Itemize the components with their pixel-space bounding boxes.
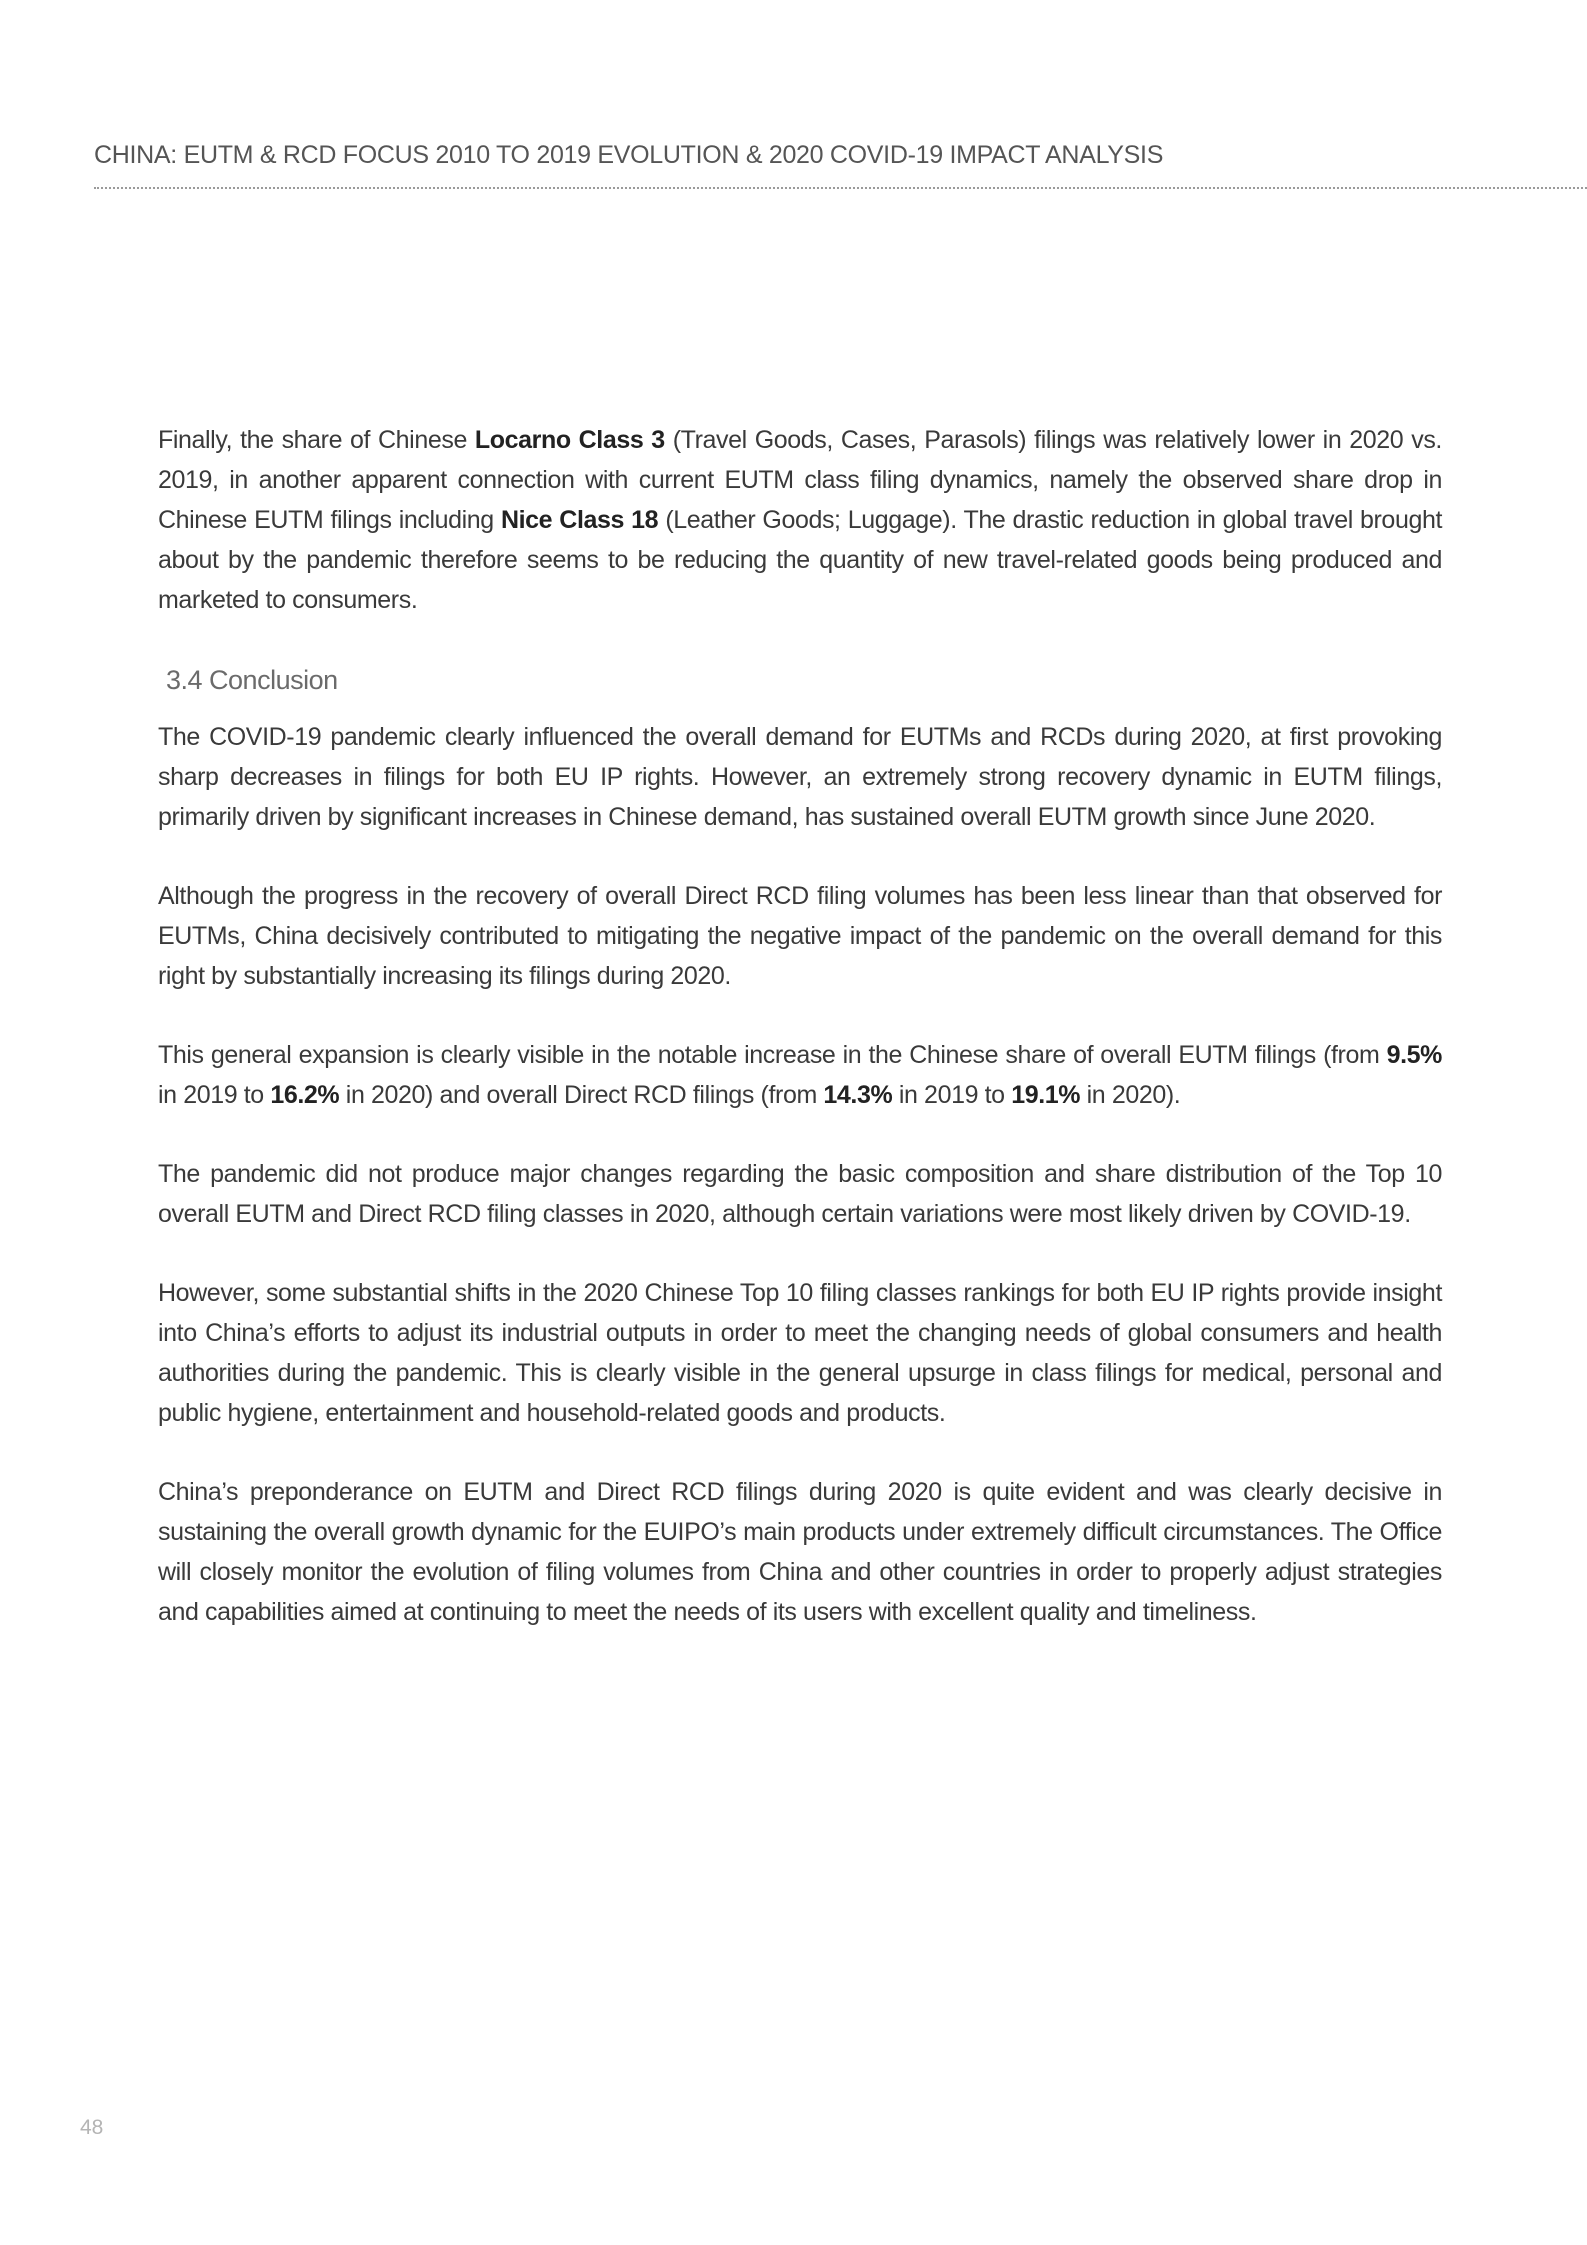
paragraph-chinese-ranking-shifts: However, some substantial shifts in the 2020 Chinese Top 10 filing classes rankings for both EU IP rights provide insight into China’s efforts to adjust its industrial outputs in order to meet the changing needs of global consumers and health authorities during the pandemic. This is clearly visible in the general upsurge in class filings for medical, personal and public hygiene, entertainment and household-related goods and products. — [158, 1279, 1442, 1427]
section-heading-conclusion: 3.4 Conclusion — [166, 665, 338, 695]
bold-value-eutm-2019: 9.5% — [1386, 1041, 1442, 1069]
text-run: in 2020). — [1080, 1081, 1181, 1109]
paragraph-china-preponderance: China’s preponderance on EUTM and Direct RCD filings during 2020 is quite evident and was clearly decisive in sustaining the overall growth dynamic for the EUIPO’s main products under extremely difficult circumstances. The Office will closely monitor the evolution of filing volumes from China and other countries in order to properly adjust strategies and capabilities aimed at continuing to meet the needs of its users with excellent quality and timeliness. — [158, 1478, 1442, 1626]
text-run: in 2019 to — [158, 1081, 271, 1109]
text-run: in 2020) and overall Direct RCD filings (from — [339, 1081, 824, 1109]
running-header: CHINA: EUTM & RCD FOCUS 2010 TO 2019 EVOLUTION & 2020 COVID-19 IMPACT ANALYSIS — [94, 141, 1164, 169]
page-number: 48 — [80, 2116, 104, 2139]
paragraph-rcd-recovery: Although the progress in the recovery of overall Direct RCD filing volumes has been less linear than that observed for EUTMs, China decisively contributed to mitigating the negative impact of the pandemic on the overall demand for this right by substantially increasing its filings during 2020. — [158, 882, 1442, 990]
paragraph-pandemic-influence: The COVID-19 pandemic clearly influenced the overall demand for EUTMs and RCDs during 2020, at first provoking sharp decreases in filings for both EU IP rights. However, an extremely strong recovery dynamic in EUTM filings, primarily driven by significant increases in Chinese demand, has sustained overall EUTM growth since June 2020. — [158, 723, 1442, 831]
paragraph-top10-composition: The pandemic did not produce major changes regarding the basic composition and share distribution of the Top 10 overall EUTM and Direct RCD filing classes in 2020, although certain variations were most likely driven by COVID-19. — [158, 1160, 1442, 1228]
text-run: This general expansion is clearly visible in the notable increase in the Chinese share of overall EUTM filings (from — [158, 1041, 1387, 1069]
document-body — [158, 420, 1442, 1671]
text-run: (Travel Goods, Cases, Parasols) filings was relatively lower in 2020 vs. 2019, in another apparent connection with current EUTM class filing dynamics, namely the observed share drop in Chinese EUTM filings including — [158, 426, 1442, 534]
text-run: Finally, the share of Chinese — [158, 426, 475, 454]
text-run: (Leather Goods; Luggage). The drastic reduction in global travel brought about by the pandemic therefore seems to be reducing the quantity of new travel-related goods being produced and marketed to consumers. — [158, 506, 1442, 614]
paragraph-share-increase — [158, 1035, 1442, 1115]
bold-value-eutm-2020: 16.2% — [270, 1081, 340, 1109]
paragraph-locarno-class-3 — [158, 420, 1442, 620]
header-divider — [94, 187, 1587, 189]
bold-value-rcd-2020: 19.1% — [1011, 1081, 1081, 1109]
bold-term-nice-class-18: Nice Class 18 — [500, 506, 659, 534]
bold-term-locarno-class-3: Locarno Class 3 — [474, 426, 665, 454]
bold-value-rcd-2019: 14.3% — [823, 1081, 893, 1109]
text-run: in 2019 to — [892, 1081, 1012, 1109]
